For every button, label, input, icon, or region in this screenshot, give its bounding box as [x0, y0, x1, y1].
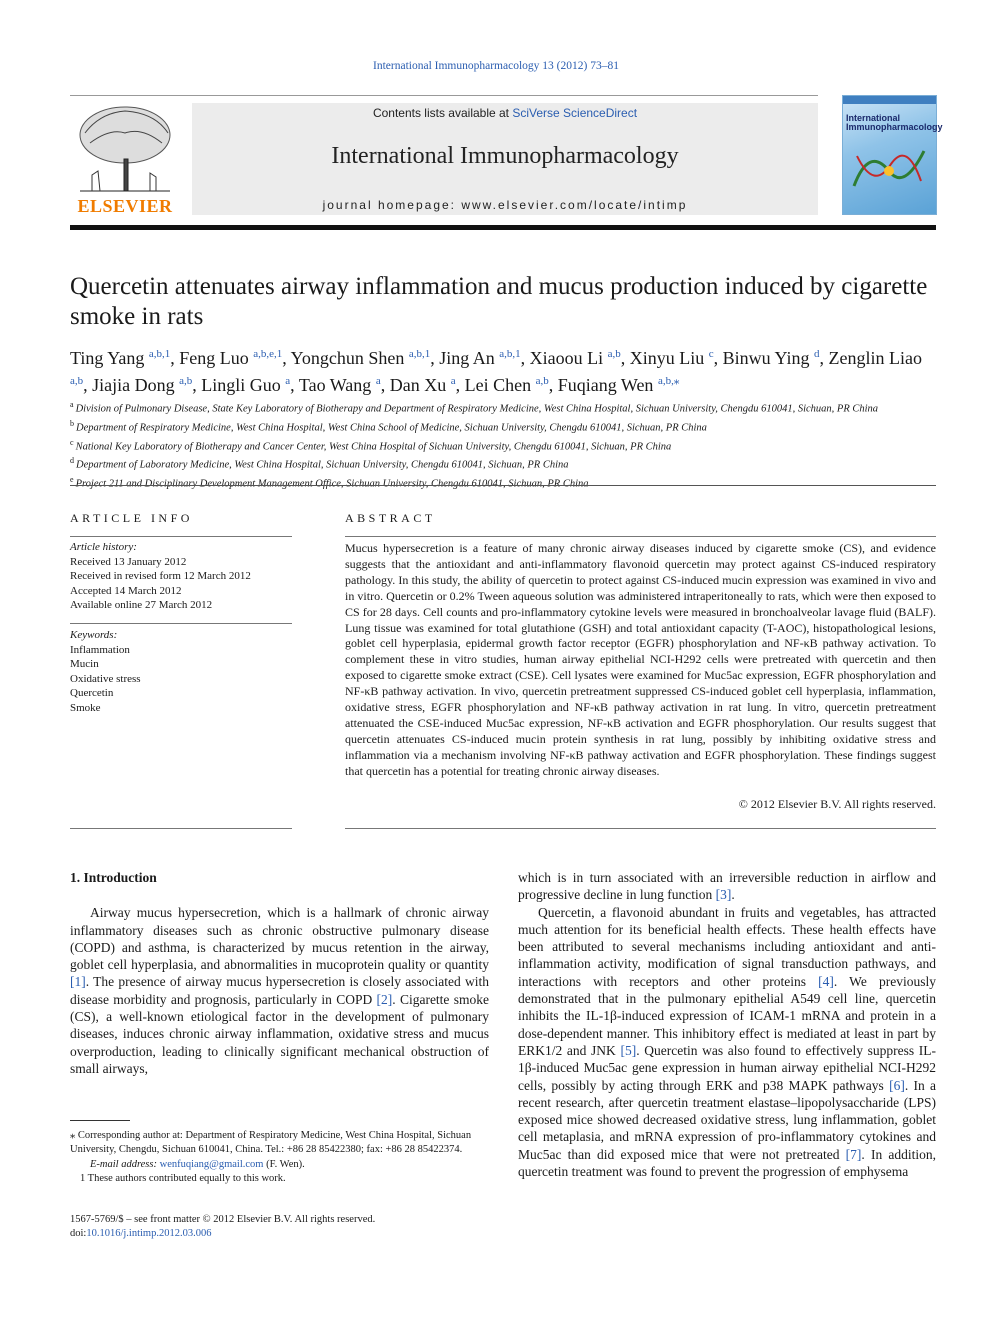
affiliation: $^c$ National Key Laboratory of Biotherapy and Cancer Center, West China Hospital of Sichuan University, Chengdu 610041, Sichuan, PR China — [70, 437, 672, 453]
affiliation: $^d$ Department of Laboratory Medicine, West China Hospital, Sichuan University, Chengdu 610041, Sichuan, PR China — [70, 456, 569, 471]
keyword: Mucin — [70, 658, 99, 670]
issn-line: 1567-5769/$ – see front matter © 2012 Elsevier B.V. All rights reserved. — [70, 1214, 376, 1225]
abstract-rule-top — [345, 536, 936, 537]
abstract-rule-bottom — [345, 828, 936, 829]
keywords-label: Keywords: — [70, 629, 118, 641]
info-rule-top — [70, 536, 292, 537]
body-left-column — [70, 869, 489, 1077]
contents-prefix: Contents lists available at — [372, 106, 513, 120]
author-affiliation-marker[interactable]: a,b — [179, 375, 193, 387]
sciencedirect-link[interactable]: SciVerse ScienceDirect — [512, 106, 638, 120]
cover-title: International Immunopharmacology — [846, 113, 943, 132]
affiliation-rule — [70, 485, 936, 486]
author-name: Jing An — [439, 348, 500, 368]
history-label: Article history: — [70, 541, 137, 553]
keywords-rule — [70, 623, 292, 624]
author-list: Ting Yang $^{a,b,1}$, Feng Luo $^{a,b,e,1}$, Yongchun Shen $^{a,b,1}$, Jing An $^{a,b,1}$, Xiaoou Li $^{a,b}$, Xinyu Liu $^c$, Binwu Ying $^d$, Zenglin Liao $^{a,b}$, Jiajia Dong $^{a,b}$, Lingli Guo $^a$, Tao Wang $^a$, Dan Xu $^a$, Lei Chen $^{a,b}$, Fuqiang Wen $^{a,b,⁎}$ — [70, 348, 922, 395]
header-thick-rule — [70, 225, 936, 230]
author-affiliation-marker[interactable]: a,b,⁎ — [657, 375, 680, 387]
body-right-column — [518, 869, 936, 1180]
journal-citation[interactable]: International Immunopharmacology 13 (2012) 73–81 — [373, 60, 619, 72]
author-affiliation-marker[interactable]: a,b — [607, 348, 621, 360]
author-affiliation-marker[interactable]: a,b — [535, 375, 549, 387]
reference-link[interactable]: [4] — [818, 973, 834, 989]
doi-line: doi:10.1016/j.intimp.2012.03.006 — [70, 1228, 212, 1240]
author-affiliation-marker[interactable]: a,b — [70, 375, 84, 387]
author-name: Lingli Guo — [201, 375, 286, 395]
cover-top-bar — [843, 96, 936, 104]
author-name: Yongchun Shen — [290, 348, 409, 368]
author-name: Binwu Ying — [722, 348, 815, 368]
article-meta — [70, 1213, 489, 1242]
journal-homepage[interactable]: journal homepage: www.elsevier.com/locate/intimp — [322, 198, 688, 212]
info-rule-bottom — [70, 828, 292, 829]
author-affiliation-marker[interactable]: a,b,1 — [148, 348, 171, 360]
author-affiliation-marker[interactable]: a — [285, 375, 291, 387]
header-rule — [70, 95, 818, 96]
reference-link[interactable]: [6] — [889, 1077, 905, 1093]
footnotes — [70, 1129, 489, 1186]
abstract-heading: ABSTRACT — [345, 511, 436, 525]
author-name: Xiaoou Li — [529, 348, 608, 368]
author-name: Jiajia Dong — [92, 375, 180, 395]
journal-cover-image — [842, 95, 943, 215]
author-affiliation-marker[interactable]: a,b,1 — [499, 348, 521, 360]
article-info-heading: ARTICLE INFO — [70, 511, 193, 525]
author-affiliation-marker[interactable]: a — [450, 375, 456, 387]
author-name: Fuqiang Wen — [557, 375, 658, 395]
history-item: Received in revised form 12 March 2012 — [70, 570, 251, 582]
cover-molecule-icon — [849, 136, 929, 206]
affiliation: $^a$ Division of Pulmonary Disease, State Key Laboratory of Biotherapy and Department of Respiratory Medicine, West China Hospital, Sichuan University, Chengdu 610041, Sichuan, PR China — [70, 400, 879, 415]
author-name: Xinyu Liu — [629, 348, 709, 368]
author-name: Ting Yang — [70, 348, 149, 368]
journal-name: International Immunopharmacology — [331, 143, 679, 169]
equal-contribution-note: 1 These authors contributed equally to this work. — [80, 1172, 286, 1184]
history-item: Received 13 January 2012 — [70, 555, 187, 568]
paragraph: Airway mucus hypersecretion, which is a hallmark of chronic airway inflammatory diseases such as chronic obstructive pulmonary disease (COPD) and asthma, is characterized by mucus retention in the airway, goblet cell hyperplasia, and abnormalities in mucoprotein quality or quantity [1]. The presence of airway mucus hypersecretion is closely associated with disease morbidity and prognosis, particularly in COPD [2]. Cigarette smoke (CS), a well-known etiological factor in the development of pulmonary diseases, induces chronic airway inflammation, oxidative stress and mucus overproduction, leading to clinically significant mechanical obstruction of small airways, — [70, 905, 489, 1076]
author-affiliation-marker[interactable]: a,b,e,1 — [253, 348, 283, 360]
author-name: Zenglin Liao — [828, 348, 922, 368]
author-affiliation-marker[interactable]: c — [708, 348, 714, 360]
reference-link[interactable]: [2] — [376, 991, 393, 1007]
copyright: © 2012 Elsevier B.V. All rights reserved. — [738, 797, 936, 811]
paragraph: Quercetin, a flavonoid abundant in fruits and vegetables, has attracted much attention for its beneficial health effects. These health effects have been attributed to several mechanisms including antioxidant and anti-inflammation activity, modification of signal transduction pathways, and interactions with receptors and other proteins [4]. We previously demonstrated that in the pulmonary epithelial A549 cell line, quercetin inhibits the IL-1β-induced expression of ICAM-1 mRNA and protein in a dose-dependent manner. This inhibitory effect is mediated at least in part by ERK1/2 and JNK [5]. Quercetin was also found to effectively suppress IL-1β-induced Muc5ac gene expression in human airway epithelial NCI-H292 cells, possibly by acting through ERK and p38 MAPK pathways [6]. In a recent research, after quercetin treatment elastase–lipopolysaccharide (LPS) exposed mice showed decreased oxidative stress, lung inflammation, goblet cell metaplasia, and mRNA expression of pro-inflammatory cytokines and Muc5ac than did exposed mice that were not pretreated [7]. In addition, quercetin treatment was found to prevent the progression of emphysema — [518, 904, 936, 1180]
article-history — [70, 540, 292, 613]
footnote-rule — [70, 1120, 130, 1121]
author-affiliation-marker[interactable]: a — [375, 375, 381, 387]
author-name: Dan Xu — [389, 375, 451, 395]
reference-link[interactable]: [5] — [620, 1042, 637, 1058]
affiliation-list — [70, 398, 936, 492]
history-item: Available online 27 March 2012 — [70, 599, 213, 611]
author-affiliation-marker[interactable]: d — [814, 348, 820, 360]
affiliation: e — [70, 475, 76, 485]
author-name: Feng Luo — [179, 348, 254, 368]
email-link[interactable]: wenfuqiang@gmail.com — [159, 1158, 264, 1170]
contents-line — [192, 106, 818, 120]
author-affiliation-marker[interactable]: a,b,1 — [408, 348, 431, 360]
affiliation: $^b$ Department of Respiratory Medicine, West China Hospital, West China School of Medicine, Sichuan University, Chengdu 610041, Sichuan, PR China — [70, 418, 707, 434]
reference-link[interactable]: [3] — [715, 887, 732, 903]
keyword: Inflammation — [70, 643, 130, 656]
reference-link[interactable]: [7] — [845, 1146, 862, 1162]
keyword: Oxidative stress — [70, 672, 141, 685]
section-heading: 1. Introduction — [70, 870, 157, 885]
email-note: E-mail address: wenfuqiang@gmail.com (F. Wen). — [90, 1158, 305, 1170]
history-item: Accepted 14 March 2012 — [70, 584, 182, 597]
paragraph: which is in turn associated with an irreversible reduction in airflow and progressive decline in lung function [3]. — [518, 870, 936, 903]
keywords — [70, 628, 292, 715]
author-name: Lei Chen — [464, 375, 536, 395]
corresponding-author-note: ⁎ Corresponding author at: Department of Respiratory Medicine, West China Hospital, Sichuan University, Chengdu, Sichuan 610041, China. Tel.: +86 28 85422380; fax: +86 28 85422374. — [70, 1130, 472, 1156]
keyword: Smoke — [70, 701, 101, 714]
article-title: Quercetin attenuates airway inflammation and mucus production induced by cigarette smoke in rats — [70, 273, 928, 330]
publisher-logo-text: ELSEVIER — [77, 196, 173, 216]
reference-link[interactable]: [1] — [70, 974, 86, 990]
author-name: Tao Wang — [298, 375, 376, 395]
doi-link[interactable]: 10.1016/j.intimp.2012.03.006 — [86, 1228, 212, 1240]
abstract-text: Mucus hypersecretion is a feature of many chronic airway diseases induced by cigarette smoke (CS), and evidence suggests that the antioxidant and anti-inflammatory flavonoid quercetin may protect against CS-induced respiratory pathology. In this study, the ability of quercetin to protect against CS-induced mucin expression was examined in vivo and in vitro. Quercetin or 0.2% Tween aqueous solution was administered intraperitoneally to rats, which were then exposed to CS for 28 days. Cell counts and pro-inflammatory cytokine levels were measured in bronchoalveolar lavage fluid (BALF). Lung tissue was examined for total glutathione (GSH) and total antioxidant capacity (T-AOC), histopathological lesions, goblet cell hyperplasia, epidermal growth factor receptor (EGFR) phosphorylation and NF-κB pathway activation. To complement these in vitro studies, human airway epithelial NCI-H292 cells were pretreated with quercetin and then exposed to cigarette smoke extract (CSE). Cell lysates were examined for Muc5ac expression, EGFR phosphorylation and NF-κB pathway activation. In vivo, quercetin pretreatment suppressed CS-induced goblet cell hyperplasia, inflammation, oxidative stress, EGFR phosphorylation and NF-κB pathway activation in rat lung. In vitro, quercetin pretreatment attenuated the CSE-induced Muc5ac expression, NF-κB activation and EGFR phosphorylation. Our results suggest that quercetin attenuates CS-induced mucin protein synthesis in rat lung, possibly by inhibiting oxidative stress and inflammation via a mechanism involving NF-κB pathway activation and EGFR phosphorylation. These findings suggest that quercetin has a potential for treating chronic airway diseases. — [345, 541, 936, 778]
keyword: Quercetin — [70, 687, 114, 699]
